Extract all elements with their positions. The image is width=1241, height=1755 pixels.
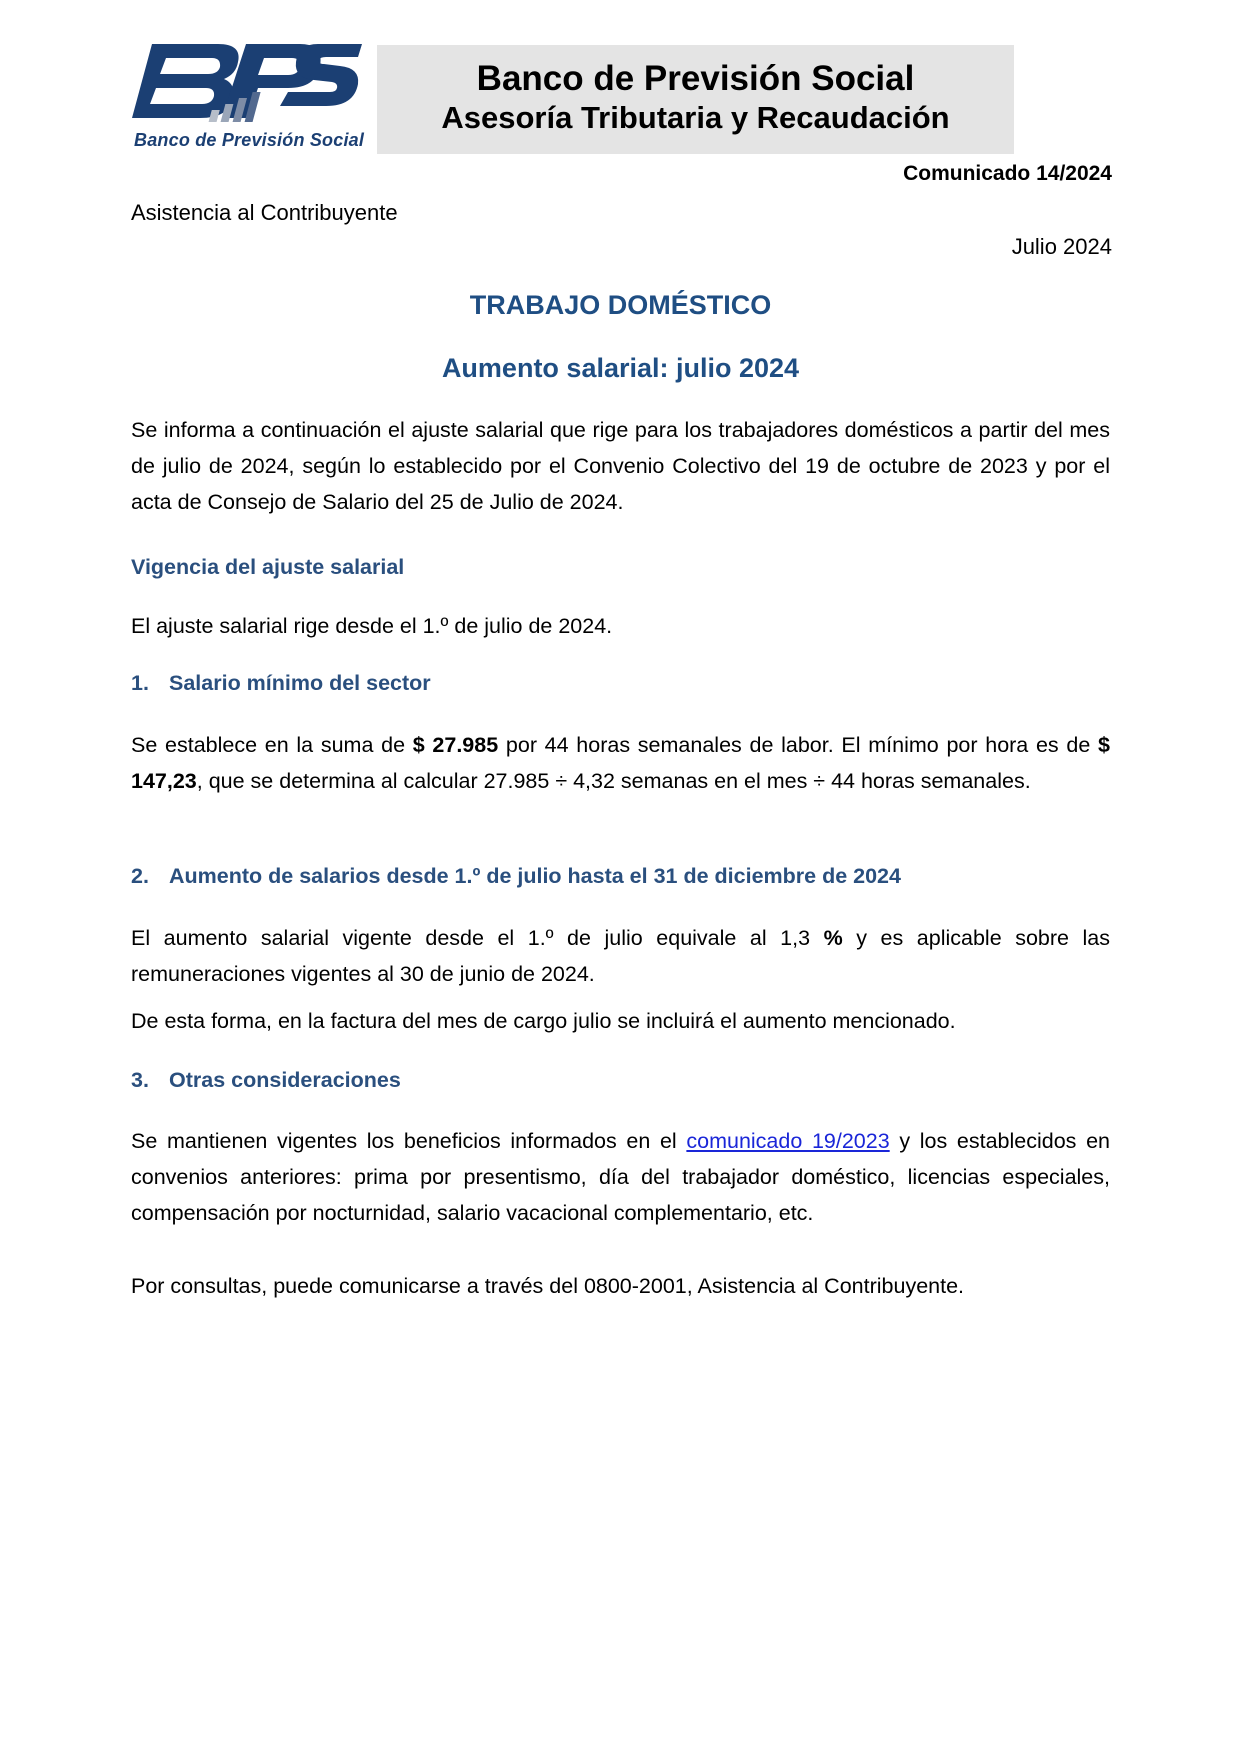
intro-paragraph: Se informa a continuación el ajuste salarial que rige para los trabajadores domésticos a partir del mes de julio de 2024, según lo establecido por el Convenio Colectivo del 19 de octubre de 2023 y por el acta de Consejo de Salario del 25 de Julio de 2024. <box>131 418 1110 514</box>
bps-logo <box>130 42 365 158</box>
section-2-title: Aumento de salarios desde 1.º de julio hasta el 31 de diciembre de 2024 <box>169 864 901 888</box>
section-2-paragraph <box>131 920 1110 992</box>
logo-caption: Banco de Previsión Social <box>134 130 365 150</box>
text: Se establece en la suma de <box>131 733 413 757</box>
text: y los establecidos en convenios anteriores: prima por presentismo, día del trabajador doméstico, licencias especiales, compensación por nocturnidad, salario vacacional complementario, etc. <box>131 1129 1110 1225</box>
header-title: Banco de Previsión Social <box>476 59 915 98</box>
section-2-number: 2. <box>131 864 149 888</box>
section-2-heading <box>131 864 901 889</box>
document-date: Julio 2024 <box>1011 234 1112 259</box>
document-title: TRABAJO DOMÉSTICO <box>469 290 772 320</box>
bps-logo-mark <box>130 42 362 128</box>
section-1-heading <box>131 671 431 696</box>
section-1-number: 1. <box>131 671 149 695</box>
vigencia-paragraph: El ajuste salarial rige desde el 1.º de julio de 2024. <box>131 614 613 638</box>
section-2-paragraph-2: De esta forma, en la factura del mes de cargo julio se incluirá el aumento mencionado. <box>131 1009 956 1033</box>
section-3-number: 3. <box>131 1068 149 1092</box>
document-subtitle: Aumento salarial: julio 2024 <box>441 353 800 383</box>
monthly-minimum-amount: $ 27.985 <box>412 733 499 757</box>
footer-contact: Por consultas, puede comunicarse a través del 0800-2001, Asistencia al Contribuyente. <box>131 1274 965 1298</box>
percent-sign: % <box>823 926 843 950</box>
department-label: Asistencia al Contribuyente <box>131 200 398 225</box>
text: por 44 horas semanales de labor. El mínimo por hora es de <box>498 733 1099 757</box>
text: El aumento salarial vigente desde el 1.º de julio equivale al 1,3 <box>131 926 824 950</box>
section-1-paragraph <box>131 727 1110 799</box>
header-banner <box>377 45 1014 154</box>
section-1-title: Salario mínimo del sector <box>169 671 431 695</box>
comunicado-link[interactable]: comunicado 19/2023 <box>686 1129 890 1153</box>
section-3-paragraph <box>131 1123 1110 1231</box>
comunicado-number: Comunicado 14/2024 <box>903 162 1112 185</box>
header-subtitle: Asesoría Tributaria y Recaudación <box>441 100 950 135</box>
section-3-title: Otras consideraciones <box>169 1068 401 1092</box>
hourly-minimum-amount: $ 147,23 <box>131 733 1110 793</box>
vigencia-heading: Vigencia del ajuste salarial <box>131 555 405 579</box>
section-3-heading <box>131 1068 401 1093</box>
text: , que se determina al calcular 27.985 ÷ 4,32 semanas en el mes ÷ 44 horas semanales. <box>196 769 1031 793</box>
text: Se mantienen vigentes los beneficios informados en el <box>131 1129 687 1153</box>
text: y es aplicable sobre las remuneraciones vigentes al 30 de junio de 2024. <box>131 926 1110 986</box>
